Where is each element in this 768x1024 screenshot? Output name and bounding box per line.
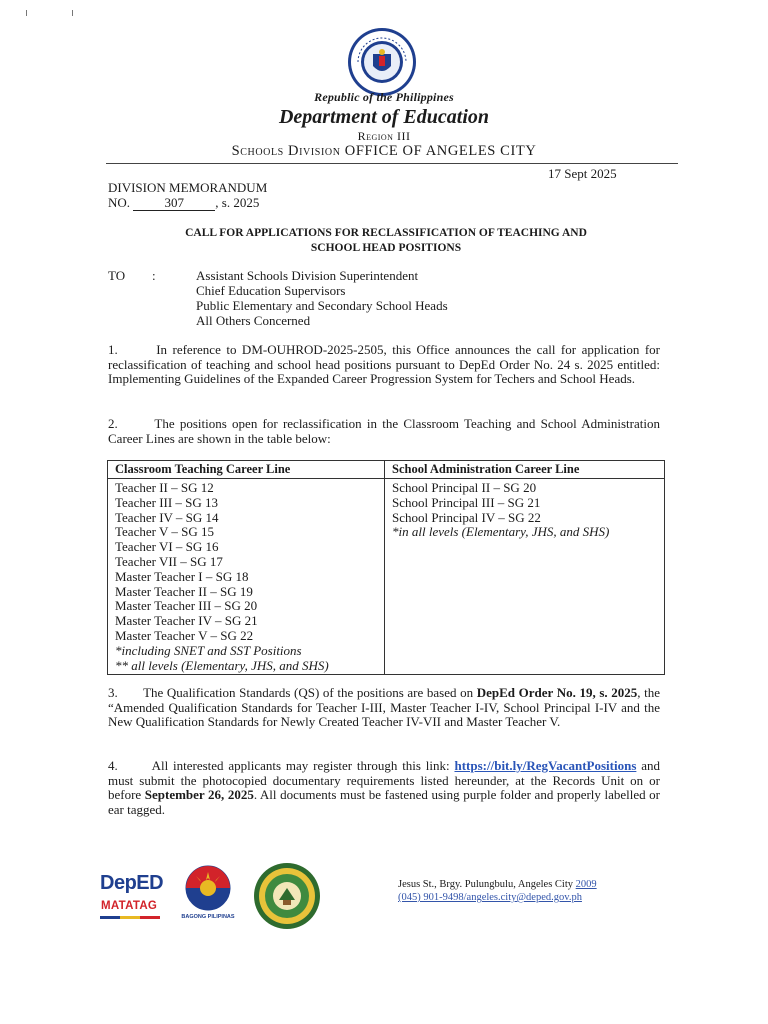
addressee-item: Public Elementary and Secondary School Heads (196, 298, 448, 313)
addressee-item: Assistant Schools Division Superintendent (196, 268, 419, 283)
paragraph-4-text-c: . All documents must be fastened using purple folder and properly labelled or ear tagged. (108, 787, 661, 817)
addressee-item: Chief Education Supervisors (196, 283, 346, 298)
header-divider (106, 163, 678, 164)
paragraph-number: 2. (108, 416, 118, 431)
republic-line: Republic of the Philippines (314, 90, 454, 104)
paragraph-3-text-b: , the “Amended Qualification Standards for Teacher I-III, Master Teacher I-IV, School Principal I-IV and the New Qualification Standards for Newly Created Teacher IV-VII and Master Teacher V. (108, 685, 661, 730)
street-address: Jesus St., Brgy. Pulungbulu, Angeles City (398, 879, 576, 890)
department-name: Department of Education (278, 106, 489, 128)
list-item: Teacher III – SG 13 (115, 494, 219, 510)
scan-mark (26, 10, 27, 16)
memo-header (108, 180, 267, 211)
list-item: Teacher IV – SG 14 (115, 509, 219, 525)
memo-title-line2: SCHOOL HEAD POSITIONS (310, 242, 462, 254)
memo-no-label: NO. (108, 195, 131, 210)
list-item: Master Teacher V – SG 22 (115, 627, 254, 643)
paragraph-1-text: In reference to DM-OUHROD-2025-2505, this Office announces the call for application for reclassification of teaching and school head positions pursuant to DepEd Order No. 24 s. 2025 entitled: Implementing Guidelines of the Expanded Career Progression System for Techers and School Heads. (108, 342, 660, 387)
deped-matatag-logo (100, 866, 166, 922)
table-header-row (108, 461, 665, 479)
zip-code: 2009 (575, 879, 597, 890)
contact-line[interactable]: (045) 901-9498/angeles.city@deped.gov.ph (398, 892, 582, 903)
to-colon: : (152, 268, 156, 283)
list-item: Master Teacher IV – SG 21 (115, 613, 258, 629)
paragraph-4-text-b: and must submit the photocopied documentary requirements listed hereunder, at the Records Unit on or before (108, 758, 660, 803)
list-item: Teacher VI – SG 16 (115, 539, 219, 555)
paragraph-number: 4. (108, 758, 118, 773)
paragraph-1 (108, 343, 660, 387)
table-header-administration: School Administration Career Line (385, 461, 665, 479)
memo-series: , s. 2025 (215, 195, 260, 210)
addressee-item: All Others Concerned (196, 313, 311, 328)
office-address (398, 878, 597, 904)
sdo-angeles-seal-icon (253, 862, 321, 930)
paragraph-3 (108, 686, 660, 730)
memo-type: DIVISION MEMORANDUM (108, 180, 268, 195)
deadline-date: September 26, 2025 (144, 787, 254, 803)
paragraph-4 (108, 759, 660, 817)
table-header-classroom: Classroom Teaching Career Line (108, 461, 385, 479)
bagong-pilipinas-logo (176, 862, 240, 924)
deped-order-reference: DepEd Order No. 19, s. 2025 (476, 685, 638, 700)
administration-positions-cell (385, 479, 665, 675)
deped-seal-icon (346, 26, 418, 98)
table-note: ** all levels (Elementary, JHS, and SHS) (115, 657, 329, 673)
paragraph-number: 1. (108, 342, 118, 357)
table-note: *in all levels (Elementary, JHS, and SHS) (392, 524, 610, 540)
paragraph-2-text: The positions open for reclassification in the Classroom Teaching and School Administration Career Lines are shown in the table below: (108, 416, 660, 446)
table-note: *including SNET and SST Positions (115, 642, 302, 658)
to-label: TO (108, 268, 126, 283)
paragraph-4-text-a: All interested applicants may register through this link: (151, 758, 455, 773)
address-line-1 (398, 878, 597, 891)
list-item: Teacher VII – SG 17 (115, 553, 223, 569)
list-item: Teacher II – SG 12 (115, 480, 214, 495)
memo-title (108, 226, 664, 256)
list-item: School Principal II – SG 20 (392, 480, 537, 495)
matatag-logo-text: MATATAG (101, 900, 158, 912)
paragraph-2 (108, 417, 660, 446)
registration-link[interactable]: https://bit.ly/RegVacantPositions (454, 758, 637, 773)
list-item: Master Teacher III – SG 20 (115, 598, 258, 614)
bagong-pilipinas-icon (176, 862, 240, 914)
deped-logo-text: DepED (100, 872, 164, 894)
paragraph-number: 3. (108, 685, 118, 700)
list-item: Master Teacher II – SG 19 (115, 583, 253, 599)
memo-date: 17 Sept 2025 (548, 166, 617, 181)
table-row (108, 479, 665, 675)
classroom-positions-cell (108, 479, 385, 675)
memo-number: 307 (133, 196, 215, 211)
career-lines-table (107, 460, 665, 675)
list-item: Master Teacher I – SG 18 (115, 568, 249, 584)
matatag-stripe-icon (100, 916, 160, 920)
memo-number-line (108, 195, 267, 211)
memo-title-line1: CALL FOR APPLICATIONS FOR RECLASSIFICATION OF TEACHING AND (185, 227, 587, 239)
paragraph-3-text-a: The Qualification Standards (QS) of the positions are based on (143, 685, 477, 700)
list-item: School Principal III – SG 21 (392, 494, 541, 510)
list-item: School Principal IV – SG 22 (392, 509, 541, 525)
region-line: Region III (357, 129, 411, 143)
addressee-list (196, 268, 448, 328)
list-item: Teacher V – SG 15 (115, 524, 214, 540)
bagong-pilipinas-caption: BAGONG PILIPINAS (181, 914, 235, 920)
division-office-line: Schools Division OFFICE OF ANGELES CITY (231, 143, 537, 159)
scan-mark (72, 10, 73, 16)
